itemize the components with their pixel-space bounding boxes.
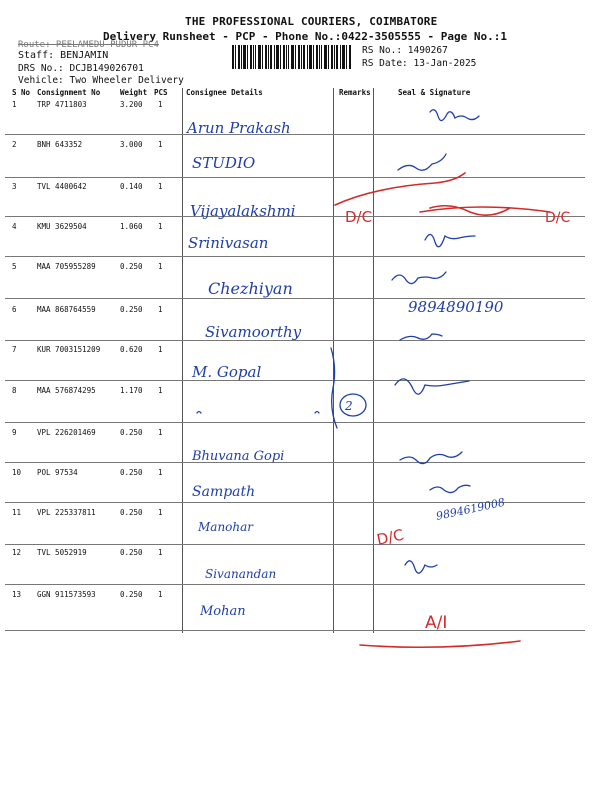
row-sno: 3	[12, 182, 17, 191]
row-divider	[5, 134, 585, 135]
row-divider	[5, 544, 585, 545]
consignee-name: STUDIO	[192, 154, 256, 172]
row-consignment-no: KUR 7003151209	[37, 345, 101, 354]
row-weight: 0.250	[120, 508, 143, 517]
signature-scribble	[398, 154, 446, 170]
row-consignment-no: MAA 705955289	[37, 262, 96, 271]
row-consignment-no: VPL 225337811	[37, 508, 96, 517]
row-sno: 12	[12, 548, 22, 557]
consignee-name: Bhuvana Gopi	[192, 449, 285, 464]
signature-scribble	[392, 272, 446, 284]
underline-mark	[360, 641, 520, 647]
remark-quantity: 2	[345, 399, 353, 413]
phone-number: 9894890190	[408, 298, 504, 316]
vehicle-line: Vehicle: Two Wheeler Delivery	[18, 75, 184, 86]
consignee-name: Sivamoorthy	[205, 323, 302, 341]
row-weight: 0.250	[120, 590, 143, 599]
row-sno: 11	[12, 508, 22, 517]
row-pcs: 1	[158, 305, 163, 314]
row-consignment-no: MAA 576874295	[37, 386, 96, 395]
row-weight: 1.060	[120, 222, 143, 231]
row-sno: 6	[12, 305, 17, 314]
consignee-name: Sivanandan	[205, 567, 277, 581]
col-remarks-header: Remarks	[339, 88, 371, 97]
row-pcs: 1	[158, 182, 163, 191]
row-divider	[5, 177, 585, 178]
company-title: THE PROFESSIONAL COURIERS, COIMBATORE	[185, 15, 438, 28]
row-divider	[5, 584, 585, 585]
row-sno: 2	[12, 140, 17, 149]
consignee-name: Vijayalakshmi	[190, 202, 296, 220]
row-weight: 0.250	[120, 262, 143, 271]
row-divider	[5, 462, 585, 463]
row-divider	[5, 380, 585, 381]
row-pcs: 1	[158, 468, 163, 477]
signature-scribble	[430, 110, 479, 121]
row-pcs: 1	[158, 508, 163, 517]
row-sno: 7	[12, 345, 17, 354]
row-pcs: 1	[158, 100, 163, 109]
row-weight: 0.620	[120, 345, 143, 354]
consignee-name: Manohar	[198, 520, 254, 534]
col-consignment-header: Consignment No	[37, 88, 101, 97]
row-consignment-no: MAA 868764559	[37, 305, 96, 314]
row-pcs: 1	[158, 140, 163, 149]
row-divider	[5, 502, 585, 503]
remark-ai: A/I	[425, 613, 448, 633]
row-sno: 4	[12, 222, 17, 231]
row-weight: 0.250	[120, 428, 143, 437]
route-line: Route: PEELAMEDU PUDUR PC4	[18, 40, 159, 50]
signature-scribble	[425, 234, 475, 246]
column-divider	[373, 88, 374, 633]
row-divider	[5, 340, 585, 341]
row-consignment-no: TVL 5052919	[37, 548, 87, 557]
remark-dc: D/C	[375, 525, 406, 549]
row-consignment-no: BNH 643352	[37, 140, 83, 149]
rs-date: RS Date: 13-Jan-2025	[362, 58, 477, 69]
col-pcs-header: PCS	[154, 88, 168, 97]
runsheet-subtitle: Delivery Runsheet - PCP - Phone No.:0422-3505555 - Page No.:1	[103, 30, 507, 43]
phone-number: 9894619008	[434, 495, 507, 523]
row-consignment-no: VPL 226201469	[37, 428, 96, 437]
row-sno: 8	[12, 386, 17, 395]
row-sno: 5	[12, 262, 17, 271]
bracket-mark	[331, 348, 337, 428]
row-weight: 0.250	[120, 468, 143, 477]
ditto-mark	[315, 412, 319, 414]
row-weight: 3.200	[120, 100, 143, 109]
consignee-name: Chezhiyan	[208, 279, 293, 298]
row-consignment-no: TVL 4400642	[37, 182, 87, 191]
col-weight-header: Weight	[120, 88, 148, 97]
signature-scribble	[405, 561, 437, 573]
column-divider	[333, 88, 334, 633]
row-pcs: 1	[158, 262, 163, 271]
drs-number: DRS No.: DCJB149026701	[18, 63, 144, 74]
row-divider	[5, 256, 585, 257]
rs-number: RS No.: 1490267	[362, 45, 448, 56]
row-sno: 9	[12, 428, 17, 437]
row-weight: 1.170	[120, 386, 143, 395]
row-pcs: 1	[158, 386, 163, 395]
row-pcs: 1	[158, 548, 163, 557]
column-divider	[182, 88, 183, 633]
row-divider	[5, 630, 585, 631]
consignee-name: Sampath	[192, 484, 256, 500]
staff-line: Staff: BENJAMIN	[18, 50, 109, 61]
row-consignment-no: GGN 911573593	[37, 590, 96, 599]
ditto-mark	[197, 412, 201, 414]
row-sno: 10	[12, 468, 22, 477]
barcode-icon	[232, 45, 352, 69]
row-consignment-no: POL 97534	[37, 468, 78, 477]
signature-scribble	[395, 379, 469, 394]
consignee-name: M. Gopal	[192, 363, 262, 381]
row-sno: 1	[12, 100, 17, 109]
row-consignment-no: KMU 3629504	[37, 222, 87, 231]
row-consignment-no: TRP 4711803	[37, 100, 87, 109]
consignee-name: Mohan	[200, 604, 246, 619]
strike-mark	[430, 206, 510, 215]
row-weight: 0.140	[120, 182, 143, 191]
row-pcs: 1	[158, 590, 163, 599]
col-signature-header: Seal & Signature	[398, 88, 471, 97]
signature-scribble	[430, 485, 470, 492]
row-divider	[5, 216, 585, 217]
row-weight: 3.000	[120, 140, 143, 149]
row-sno: 13	[12, 590, 22, 599]
col-sno-header: S No	[12, 88, 31, 97]
row-weight: 0.250	[120, 305, 143, 314]
consignee-name: Srinivasan	[188, 234, 269, 252]
strike-mark	[420, 207, 550, 212]
col-consignee-header: Consignee Details	[186, 88, 263, 97]
remark-dc: D/C	[345, 208, 373, 226]
row-pcs: 1	[158, 345, 163, 354]
row-divider	[5, 298, 585, 299]
row-pcs: 1	[158, 222, 163, 231]
row-divider	[5, 422, 585, 423]
circle-mark	[340, 394, 366, 416]
consignee-name: Arun Prakash	[187, 119, 291, 137]
row-weight: 0.250	[120, 548, 143, 557]
row-pcs: 1	[158, 428, 163, 437]
remark-dc: D/C	[545, 210, 571, 226]
